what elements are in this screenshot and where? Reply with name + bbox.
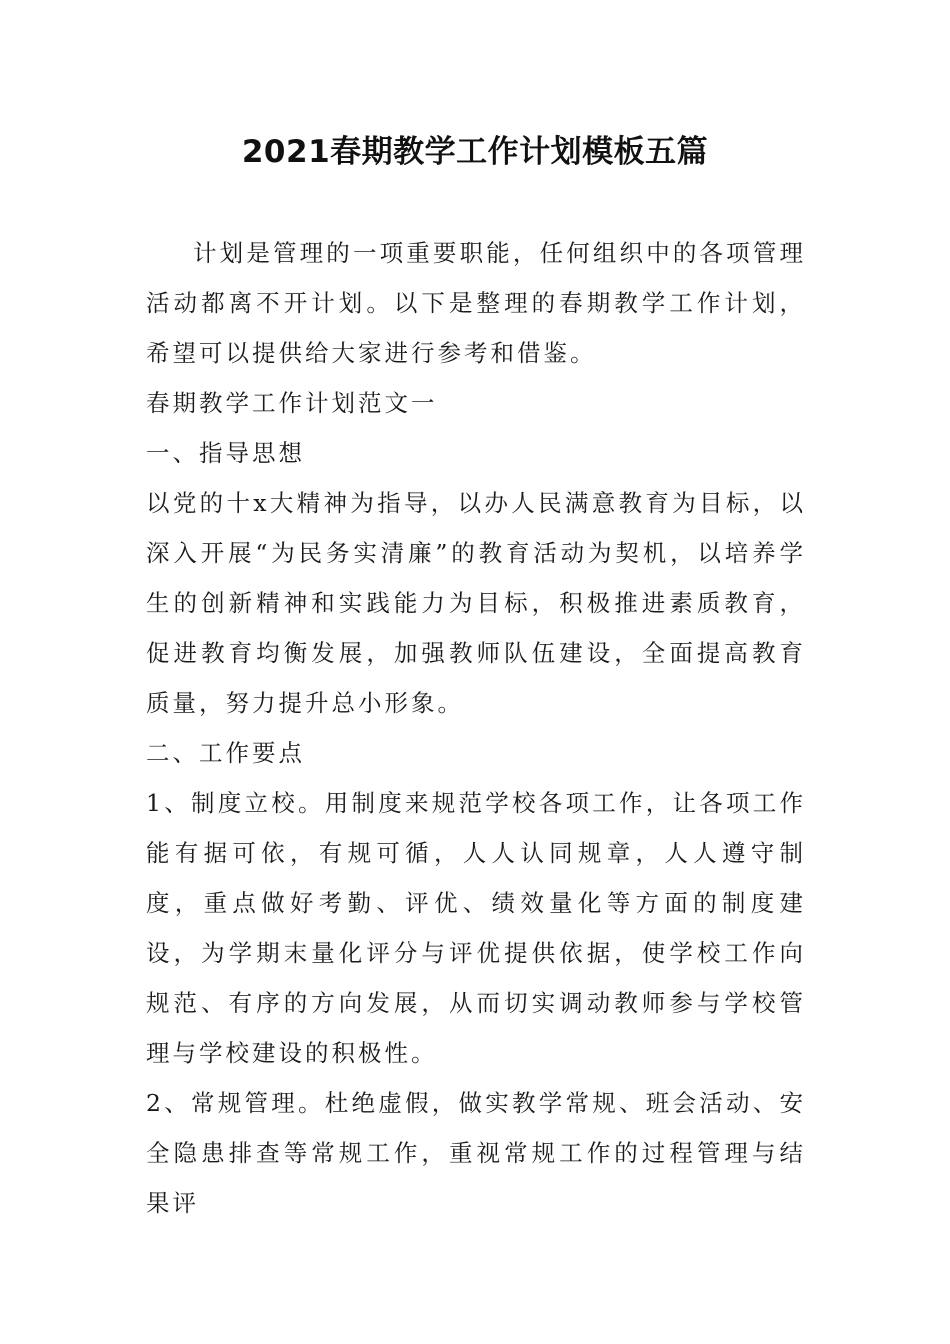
document-title: 2021春期教学工作计划模板五篇 <box>241 134 709 170</box>
intro-paragraph: 计划是管理的一项重要职能，任何组织中的各项管理活动都离不开计划。以下是整理的春期教学工作计划，希望可以提供给大家进行参考和借鉴。 <box>146 239 806 367</box>
work-point-2-paragraph: 2、常规管理。杜绝虚假，做实教学常规、班会活动、安全隐患排查等常规工作，重视常规工作的过程管理与结果评 <box>146 1089 806 1217</box>
section-heading-work-points: 二、工作要点 <box>146 739 305 767</box>
section-heading-guiding-ideology: 一、指导思想 <box>146 439 305 467</box>
section-heading-sample-one: 春期教学工作计划范文一 <box>146 389 438 417</box>
document-body <box>146 228 806 1228</box>
work-point-1-paragraph: 1、制度立校。用制度来规范学校各项工作，让各项工作能有据可依，有规可循，人人认同规章，人人遵守制度，重点做好考勤、评优、绩效量化等方面的制度建设，为学期末量化评分与评优提供依据，使学校工作向规范、有序的方向发展，从而切实调动教师参与学校管理与学校建设的积极性。 <box>146 789 806 1067</box>
guiding-ideology-paragraph: 以党的十x大精神为指导，以办人民满意教育为目标，以深入开展“为民务实清廉”的教育活动为契机，以培养学生的创新精神和实践能力为目标，积极推进素质教育，促进教育均衡发展，加强教师队伍建设，全面提高教育质量，努力提升总小形象。 <box>146 489 806 717</box>
